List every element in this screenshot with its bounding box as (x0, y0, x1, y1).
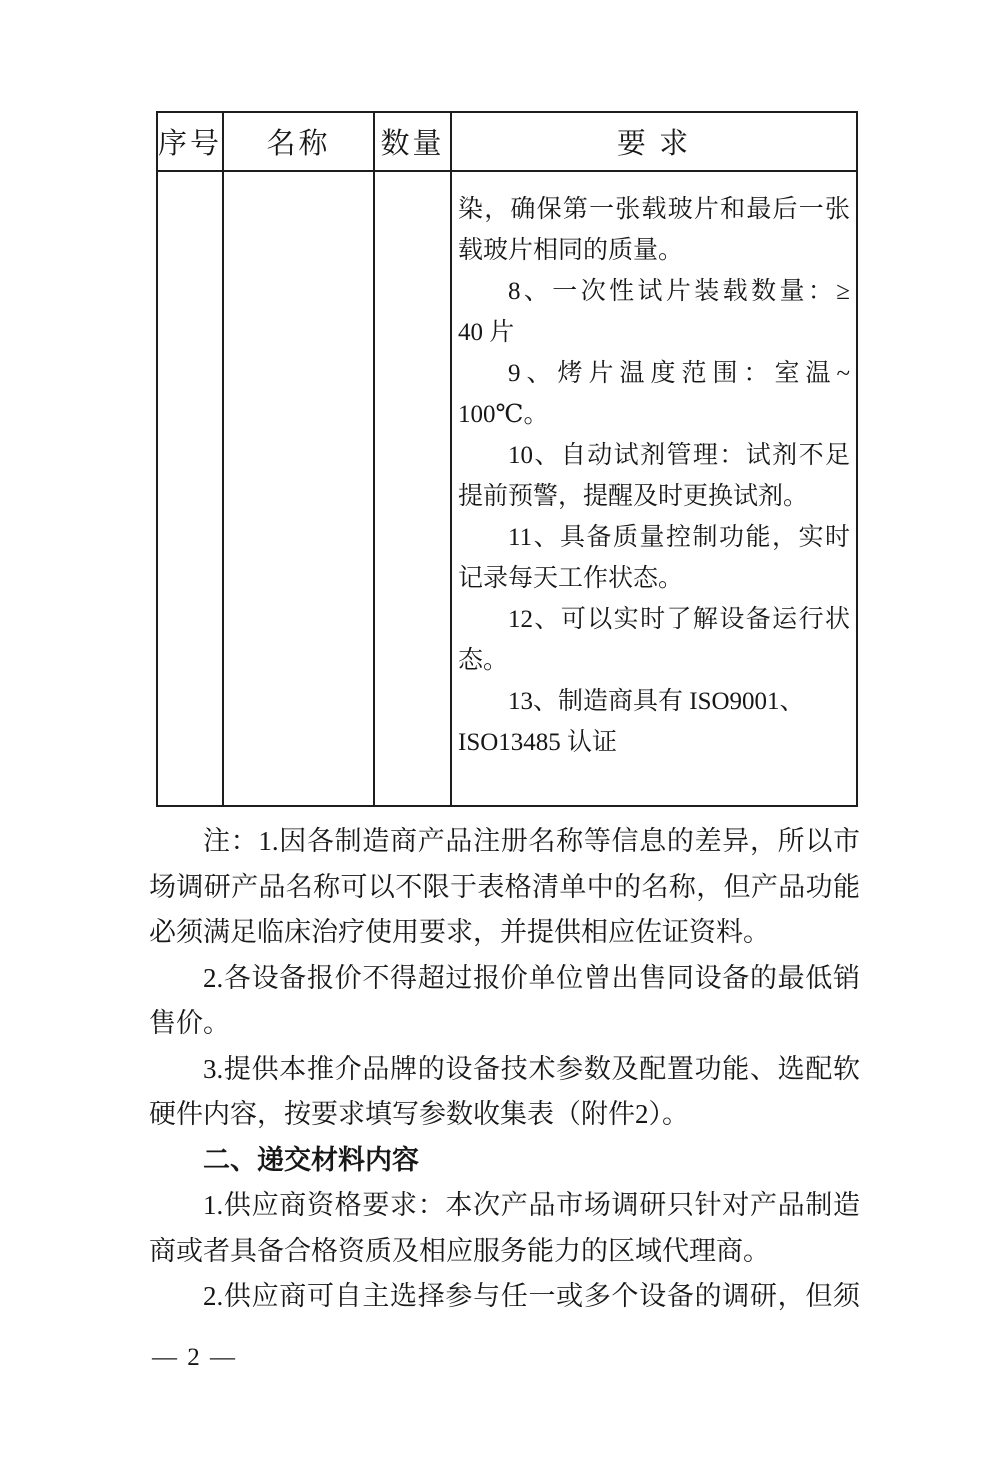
requirement-line: 13、制造商具有 ISO9001、 (508, 688, 805, 715)
requirement-line: 染，确保第一张载玻片和最后一张 (458, 196, 850, 223)
requirement-line: 11、具备质量控制功能，实时 (508, 524, 850, 551)
note-line: 3.提供本推介品牌的设备技术参数及配置功能、选配软 (203, 1053, 860, 1084)
note-line: 注：1.因各制造商产品注册名称等信息的差异，所以市 (203, 826, 860, 856)
notes-section (149, 819, 860, 1320)
requirement-line: 态。 (458, 647, 509, 674)
note-line: 硬件内容，按要求填写参数收集表（附件2）。 (149, 1099, 689, 1129)
note-line: 商或者具备合格资质及相应服务能力的区域代理商。 (149, 1235, 770, 1266)
page-number: — 2 — (152, 1344, 237, 1371)
requirement-line: 9、烤片温度范围：室温~ (508, 360, 850, 387)
requirements-table (156, 111, 858, 807)
requirement-line: 12、可以实时了解设备运行状 (508, 606, 850, 633)
requirement-line: 记录每天工作状态。 (458, 565, 684, 592)
col-header-seq: 序号 (158, 113, 224, 172)
requirement-line: 10、自动试剂管理：试剂不足 (508, 442, 850, 469)
cell-seq (158, 172, 224, 805)
col-header-name: 名称 (224, 113, 375, 172)
col-header-requirement: 要 求 (452, 113, 856, 172)
cell-name (224, 172, 375, 805)
note-line: 1.供应商资格要求：本次产品市场调研只针对产品制造 (203, 1190, 860, 1220)
note-line: 必须满足临床治疗使用要求，并提供相应佐证资料。 (149, 917, 770, 947)
note-line: 2.各设备报价不得超过报价单位曾出售同设备的最低销 (203, 962, 860, 993)
note-line: 场调研产品名称可以不限于表格清单中的名称，但产品功能 (149, 871, 860, 902)
requirement-line: 提前预警，提醒及时更换试剂。 (458, 483, 809, 510)
col-header-qty: 数量 (375, 113, 452, 172)
requirement-line: 8、一次性试片装载数量：≥ (508, 278, 850, 305)
requirement-line: 载玻片相同的质量。 (458, 237, 684, 264)
note-line: 2.供应商可自主选择参与任一或多个设备的调研，但须 (203, 1281, 860, 1311)
requirement-line: 100℃。 (458, 401, 549, 428)
note-line: 售价。 (149, 1008, 230, 1038)
requirement-line: ISO13485 认证 (458, 729, 618, 756)
requirement-line: 40 片 (458, 319, 515, 346)
note-line: 二、递交材料内容 (203, 1144, 419, 1175)
cell-qty (375, 172, 452, 805)
cell-requirements (452, 172, 856, 805)
